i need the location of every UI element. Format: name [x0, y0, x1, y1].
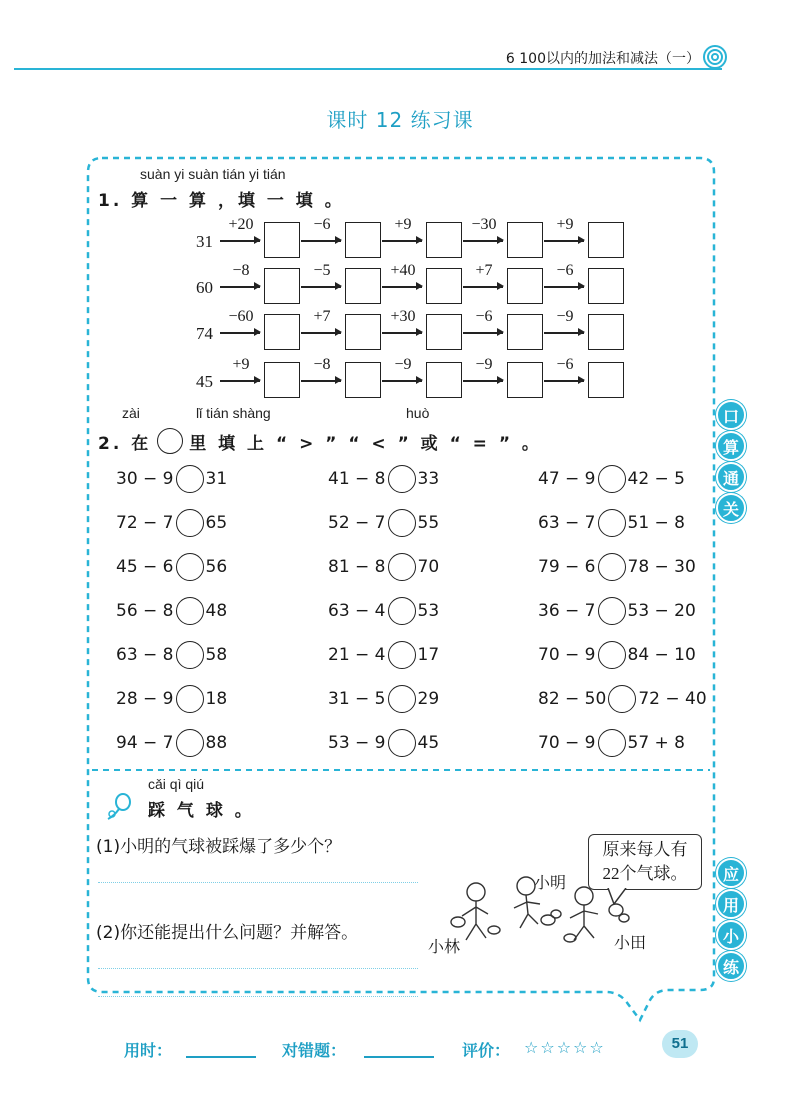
chain-operation: −9 — [556, 308, 574, 325]
chain-operation: −6 — [313, 216, 331, 233]
comparison-circle-blank[interactable] — [598, 509, 626, 537]
comparison-left: 45 − 6 — [116, 557, 174, 577]
chain-row — [196, 308, 636, 354]
answer-box[interactable] — [345, 314, 381, 350]
comparison-right: 55 — [417, 513, 440, 533]
name-xiaotian: 小田 — [614, 935, 647, 952]
bubble-line-1: 原来每人有 — [602, 840, 688, 859]
arrow-right-icon — [382, 380, 422, 382]
comparison-left: 31 − 5 — [328, 689, 386, 709]
comparison-right: 33 — [417, 469, 440, 489]
comparison-circle-blank[interactable] — [388, 509, 416, 537]
chain-row — [196, 356, 636, 402]
chain-start-number: 60 — [196, 278, 213, 297]
comparison-right: 88 — [205, 733, 228, 753]
chain-operation: −5 — [313, 262, 331, 279]
comparison-item — [116, 509, 227, 537]
q3-sub1: (1)小明的气球被踩爆了多少个？ — [96, 837, 342, 857]
comparison-left: 94 − 7 — [116, 733, 174, 753]
answer-box[interactable] — [507, 268, 543, 304]
comparison-circle-blank[interactable] — [598, 641, 626, 669]
answer-box[interactable] — [345, 362, 381, 398]
comparison-item — [116, 597, 227, 625]
side-tab-char: 练 — [716, 951, 746, 981]
comparison-circle-blank[interactable] — [598, 465, 626, 493]
answer-line[interactable] — [98, 882, 418, 883]
page-number: 51 — [662, 1030, 698, 1058]
chain-operation: −8 — [232, 262, 250, 279]
comparison-left: 30 − 9 — [116, 469, 174, 489]
comparison-item — [538, 729, 685, 757]
comparison-circle-blank[interactable] — [176, 597, 204, 625]
comparison-right: 51 − 8 — [627, 513, 685, 533]
chain-start-number: 45 — [196, 372, 213, 391]
chain-operation: +9 — [232, 356, 250, 373]
q2-pinyin-zai: zài — [122, 405, 140, 421]
answer-box[interactable] — [264, 362, 300, 398]
arrow-right-icon — [220, 240, 260, 242]
comparison-right: 57 + 8 — [627, 733, 685, 753]
comparison-right: 18 — [205, 689, 228, 709]
answer-box[interactable] — [426, 222, 462, 258]
comparison-right: 65 — [205, 513, 228, 533]
answer-box[interactable] — [588, 268, 624, 304]
bubble-line-2: 22个气球。 — [602, 864, 688, 883]
comparison-item — [328, 685, 439, 713]
comparison-right: 17 — [417, 645, 440, 665]
answer-line[interactable] — [98, 996, 418, 997]
comparison-circle-blank[interactable] — [388, 553, 416, 581]
answer-box[interactable] — [264, 268, 300, 304]
answer-box[interactable] — [507, 222, 543, 258]
comparison-left: 70 − 9 — [538, 645, 596, 665]
chapter-header: 6 100以内的加法和减法（一） — [505, 51, 700, 67]
q3-sub2: (2)你还能提出什么问题？并解答。 — [96, 923, 359, 943]
arrow-right-icon — [544, 286, 584, 288]
comparison-item — [328, 465, 439, 493]
arrow-right-icon — [220, 286, 260, 288]
comparison-item — [116, 553, 227, 581]
answer-box[interactable] — [264, 222, 300, 258]
chain-operation: −6 — [556, 262, 574, 279]
answer-line[interactable] — [98, 968, 418, 969]
chain-operation: −6 — [556, 356, 574, 373]
comparison-left: 70 − 9 — [538, 733, 596, 753]
q2-pinyin-litian: lǐ tián shàng — [196, 405, 271, 421]
arrow-right-icon — [382, 240, 422, 242]
comparison-item — [116, 685, 227, 713]
arrow-right-icon — [382, 332, 422, 334]
comparison-item — [116, 729, 227, 757]
comparison-circle-blank[interactable] — [176, 685, 204, 713]
comparison-right: 70 — [417, 557, 440, 577]
comparison-circle-blank[interactable] — [176, 553, 204, 581]
comparison-right: 45 — [417, 733, 440, 753]
comparison-left: 28 − 9 — [116, 689, 174, 709]
name-xiaoming: 小明 — [534, 875, 567, 892]
comparison-circle-blank[interactable] — [388, 685, 416, 713]
comparison-left: 21 − 4 — [328, 645, 386, 665]
comparison-item — [538, 685, 707, 713]
side-tab-char: 用 — [716, 889, 746, 919]
side-tab-char: 小 — [716, 920, 746, 950]
answer-box[interactable] — [588, 222, 624, 258]
arrow-right-icon — [301, 240, 341, 242]
comparison-right: 58 — [205, 645, 228, 665]
comparison-left: 36 − 7 — [538, 601, 596, 621]
rating-label: 评价： — [462, 1041, 511, 1060]
comparison-left: 82 − 50 — [538, 689, 607, 709]
q2-title-part-a: 2. 在 — [98, 433, 152, 454]
comparison-left: 47 − 9 — [538, 469, 596, 489]
chain-operation: +9 — [556, 216, 574, 233]
side-tab-char: 应 — [716, 858, 746, 888]
comparison-item — [328, 509, 439, 537]
comparison-right: 31 — [205, 469, 228, 489]
comparison-right: 42 − 5 — [627, 469, 685, 489]
balloon-icon — [104, 792, 134, 822]
chain-operation: +9 — [394, 216, 412, 233]
comparison-item — [116, 641, 227, 669]
answer-box[interactable] — [588, 314, 624, 350]
comparison-circle-blank[interactable] — [598, 729, 626, 757]
comparison-circle-blank[interactable] — [176, 509, 204, 537]
comparison-right: 48 — [205, 601, 228, 621]
answer-box[interactable] — [345, 268, 381, 304]
q1-pinyin: suàn yi suàn tián yi tián — [140, 166, 286, 182]
comparison-item — [328, 597, 439, 625]
arrow-right-icon — [544, 332, 584, 334]
kid-xiaolin — [451, 883, 500, 940]
rating-stars[interactable]: ☆☆☆☆☆ — [524, 1038, 606, 1057]
comparison-circle-blank[interactable] — [388, 465, 416, 493]
side-tab-char: 口 — [716, 400, 746, 430]
chain-operation: −60 — [228, 308, 254, 325]
answer-box[interactable] — [507, 314, 543, 350]
comparison-left: 72 − 7 — [116, 513, 174, 533]
comparison-circle-blank[interactable] — [176, 729, 204, 757]
time-label: 用时： — [124, 1041, 173, 1060]
chain-operation: −8 — [313, 356, 331, 373]
comparison-right: 29 — [417, 689, 440, 709]
comparison-left: 81 − 8 — [328, 557, 386, 577]
comparison-circle-blank[interactable] — [608, 685, 636, 713]
comparison-right: 72 − 40 — [638, 689, 707, 709]
comparison-circle-blank[interactable] — [388, 597, 416, 625]
comparison-right: 53 — [417, 601, 440, 621]
q1-title: 1. 算 一 算 ，填 一 填 。 — [98, 191, 345, 211]
q3-pinyin: cǎi qì qiú — [148, 776, 205, 792]
side-tab-char: 通 — [716, 462, 746, 492]
comparison-right: 84 − 10 — [627, 645, 696, 665]
comparison-item — [538, 597, 696, 625]
chain-start-number: 74 — [196, 324, 213, 343]
arrow-right-icon — [301, 380, 341, 382]
comparison-left: 52 − 7 — [328, 513, 386, 533]
chain-operation: +40 — [390, 262, 416, 279]
arrow-right-icon — [382, 286, 422, 288]
comparison-left: 53 − 9 — [328, 733, 386, 753]
spiral-icon — [702, 44, 728, 70]
circle-blank-icon — [157, 428, 183, 454]
comparison-left: 56 − 8 — [116, 601, 174, 621]
name-xiaolin: 小林 — [428, 939, 461, 956]
comparison-item — [538, 465, 685, 493]
answer-box[interactable] — [345, 222, 381, 258]
comparison-right: 53 − 20 — [627, 601, 696, 621]
chain-operation: −30 — [471, 216, 497, 233]
comparison-item — [538, 553, 696, 581]
comparison-circle-blank[interactable] — [176, 465, 204, 493]
arrow-right-icon — [463, 380, 503, 382]
chain-start-number: 31 — [196, 232, 213, 251]
arrow-right-icon — [463, 240, 503, 242]
comparison-left: 79 − 6 — [538, 557, 596, 577]
chain-operation: +7 — [475, 262, 493, 279]
chain-operation: −9 — [475, 356, 493, 373]
comparison-left: 63 − 7 — [538, 513, 596, 533]
q2-title-part-b: 里 填 上 “ > ” “ < ” 或 “ = ” 。 — [189, 433, 542, 454]
arrow-right-icon — [463, 286, 503, 288]
time-blank[interactable] — [186, 1056, 256, 1058]
arrow-right-icon — [544, 240, 584, 242]
chain-operation: −6 — [475, 308, 493, 325]
comparison-circle-blank[interactable] — [598, 553, 626, 581]
comparison-circle-blank[interactable] — [388, 641, 416, 669]
arrow-right-icon — [220, 332, 260, 334]
side-tab-char: 关 — [716, 493, 746, 523]
comparison-item — [116, 465, 227, 493]
comparison-right: 56 — [205, 557, 228, 577]
comparison-left: 41 − 8 — [328, 469, 386, 489]
arrow-right-icon — [544, 380, 584, 382]
comparison-item — [538, 509, 685, 537]
side-tab-char: 算 — [716, 431, 746, 461]
answer-box[interactable] — [426, 268, 462, 304]
errors-label: 对错题： — [282, 1041, 347, 1060]
comparison-item — [328, 553, 439, 581]
comparison-left: 63 − 4 — [328, 601, 386, 621]
arrow-right-icon — [301, 286, 341, 288]
q2-pinyin-huo: huò — [406, 405, 430, 421]
comparison-circle-blank[interactable] — [598, 597, 626, 625]
errors-blank[interactable] — [364, 1056, 434, 1058]
q2-title — [98, 428, 542, 454]
chain-row — [196, 262, 636, 308]
comparison-circle-blank[interactable] — [176, 641, 204, 669]
arrow-right-icon — [220, 380, 260, 382]
comparison-left: 63 − 8 — [116, 645, 174, 665]
chain-operation: +20 — [228, 216, 254, 233]
answer-box[interactable] — [507, 362, 543, 398]
arrow-right-icon — [463, 332, 503, 334]
chain-operation: +30 — [390, 308, 416, 325]
chain-row — [196, 216, 636, 262]
answer-box[interactable] — [426, 314, 462, 350]
answer-box[interactable] — [264, 314, 300, 350]
answer-box[interactable] — [588, 362, 624, 398]
arrow-right-icon — [301, 332, 341, 334]
chain-operation: −9 — [394, 356, 412, 373]
comparison-item — [538, 641, 696, 669]
comparison-item — [328, 729, 439, 757]
comparison-right: 78 − 30 — [627, 557, 696, 577]
comparison-circle-blank[interactable] — [388, 729, 416, 757]
lesson-title: 课时 12 练习课 — [326, 108, 474, 132]
comparison-item — [328, 641, 439, 669]
header-divider — [14, 68, 722, 70]
q3-title: 踩 气 球 。 — [148, 801, 255, 821]
answer-box[interactable] — [426, 362, 462, 398]
chain-operation: +7 — [313, 308, 331, 325]
